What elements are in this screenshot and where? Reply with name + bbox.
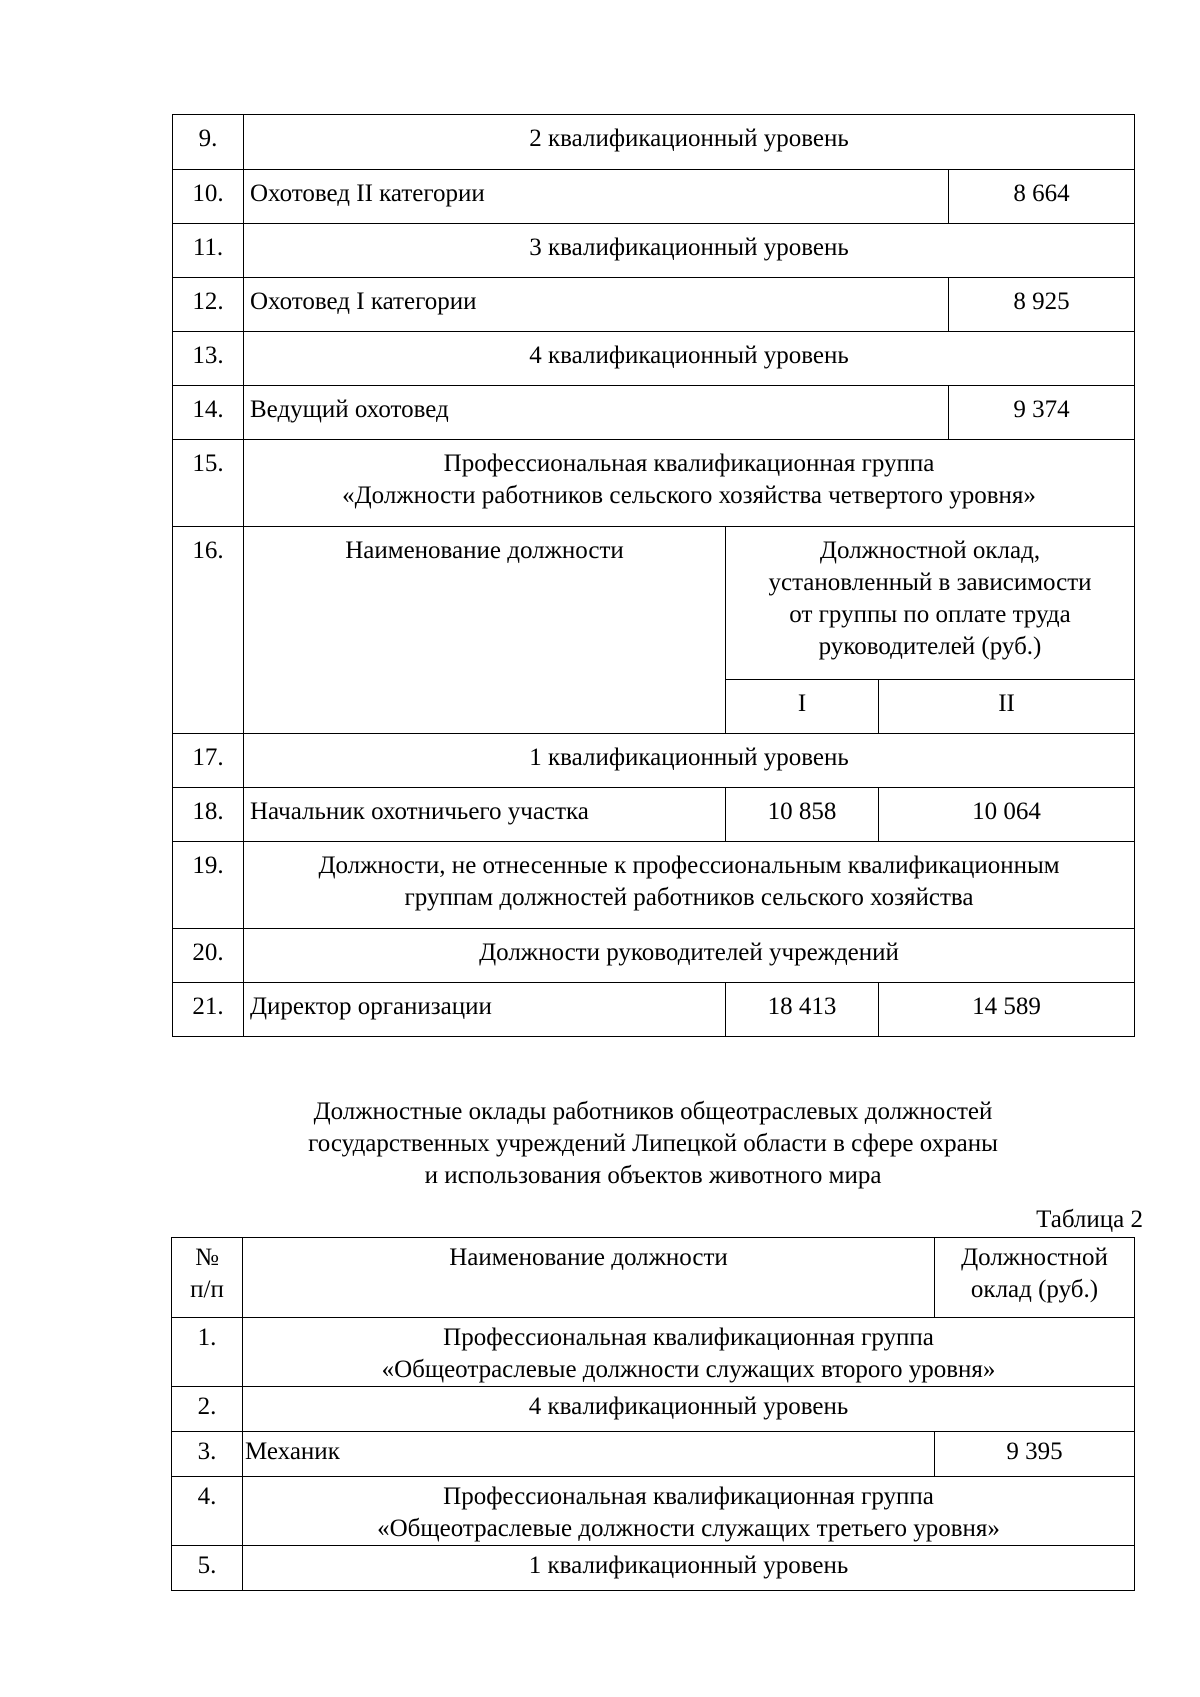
row-number: 19. xyxy=(173,842,244,929)
row-number: 14. xyxy=(173,386,244,440)
header-line: п/п xyxy=(190,1276,224,1303)
table-row xyxy=(172,1546,1135,1591)
group-title: Профессиональная квалификационная группа xyxy=(443,1324,934,1351)
row-number: 16. xyxy=(173,527,244,734)
header-line: Должностной xyxy=(961,1244,1108,1271)
table-row xyxy=(172,1387,1135,1432)
table-row xyxy=(173,734,1135,788)
position-name: Охотовед II категории xyxy=(244,170,949,224)
caption-line: Должностные оклады работников общеотраслевых должностей xyxy=(313,1098,993,1125)
table-row xyxy=(173,788,1135,842)
salary-table-1 xyxy=(172,114,1135,1037)
header-line: руководителей (руб.) xyxy=(818,633,1042,660)
column-header-position: Наименование должности xyxy=(244,527,726,734)
row-number: 12. xyxy=(173,278,244,332)
group-title: Должности, не отнесенные к профессиональным квалификационным xyxy=(318,852,1060,879)
row-number: 18. xyxy=(173,788,244,842)
header-line: оклад (руб.) xyxy=(970,1276,1099,1303)
column-header-salary xyxy=(726,527,1135,680)
header-line: Должностной оклад, xyxy=(819,537,1041,564)
row-number: 2. xyxy=(172,1387,243,1432)
salary-value: 9 395 xyxy=(935,1432,1135,1477)
row-number: 17. xyxy=(173,734,244,788)
salary-group-1: 18 413 xyxy=(726,983,879,1037)
table-row xyxy=(173,440,1135,527)
qualification-level: 3 квалификационный уровень xyxy=(244,224,1135,278)
qualification-group xyxy=(244,440,1135,527)
header-line: от группы по оплате труда xyxy=(789,601,1071,628)
salary-value: 9 374 xyxy=(949,386,1135,440)
caption-line: и использования объектов животного мира xyxy=(424,1162,882,1189)
table-row xyxy=(173,386,1135,440)
group-title: Профессиональная квалификационная группа xyxy=(443,1483,934,1510)
salary-value: 8 664 xyxy=(949,170,1135,224)
group-name: группам должностей работников сельского хозяйства xyxy=(404,884,974,911)
qualification-group xyxy=(243,1318,1135,1387)
position-name: Ведущий охотовед xyxy=(244,386,949,440)
table-row xyxy=(172,1477,1135,1546)
table-row xyxy=(173,983,1135,1037)
table-2-caption xyxy=(172,1096,1134,1192)
group-name: «Общеотраслевые должности служащих второго уровня» xyxy=(381,1356,996,1383)
row-number: 21. xyxy=(173,983,244,1037)
row-number: 11. xyxy=(173,224,244,278)
table-row xyxy=(172,1318,1135,1387)
qualification-level: Должности руководителей учреждений xyxy=(244,929,1135,983)
row-number: 13. xyxy=(173,332,244,386)
table-row xyxy=(173,224,1135,278)
salary-group-2: 10 064 xyxy=(879,788,1135,842)
qualification-level: 2 квалификационный уровень xyxy=(244,115,1135,170)
position-name: Директор организации xyxy=(244,983,726,1037)
position-name: Начальник охотничьего участка xyxy=(244,788,726,842)
row-number: 10. xyxy=(173,170,244,224)
row-number: 20. xyxy=(173,929,244,983)
salary-group-1: 10 858 xyxy=(726,788,879,842)
column-header-group-2: II xyxy=(879,680,1135,734)
table-row xyxy=(173,332,1135,386)
qualification-group xyxy=(243,1477,1135,1546)
qualification-level: 4 квалификационный уровень xyxy=(243,1387,1135,1432)
header-line: установленный в зависимости xyxy=(768,569,1092,596)
header-line: № xyxy=(195,1244,219,1271)
table-row xyxy=(173,842,1135,929)
row-number: 3. xyxy=(172,1432,243,1477)
position-name: Механик xyxy=(243,1432,935,1477)
table-row xyxy=(173,278,1135,332)
group-name: «Должности работников сельского хозяйства четвертого уровня» xyxy=(342,482,1036,509)
row-number: 15. xyxy=(173,440,244,527)
row-number: 1. xyxy=(172,1318,243,1387)
column-header-salary xyxy=(935,1238,1135,1318)
position-name: Охотовед I категории xyxy=(244,278,949,332)
row-number: 5. xyxy=(172,1546,243,1591)
table-row xyxy=(173,170,1135,224)
table-2-label: Таблица 2 xyxy=(1036,1206,1143,1233)
group-title: Профессиональная квалификационная группа xyxy=(443,450,935,477)
salary-table-2 xyxy=(171,1237,1135,1591)
salary-group-2: 14 589 xyxy=(879,983,1135,1037)
row-number: 4. xyxy=(172,1477,243,1546)
table-row xyxy=(173,929,1135,983)
column-header-position: Наименование должности xyxy=(243,1238,935,1318)
row-number: 9. xyxy=(173,115,244,170)
salary-value: 8 925 xyxy=(949,278,1135,332)
table-header-row xyxy=(173,527,1135,680)
qualification-level: 1 квалификационный уровень xyxy=(243,1546,1135,1591)
table-row xyxy=(172,1432,1135,1477)
qualification-group xyxy=(244,842,1135,929)
table-header-row xyxy=(172,1238,1135,1318)
column-header-group-1: I xyxy=(726,680,879,734)
qualification-level: 1 квалификационный уровень xyxy=(244,734,1135,788)
table-row xyxy=(173,115,1135,170)
group-name: «Общеотраслевые должности служащих третьего уровня» xyxy=(377,1515,1000,1542)
column-header-number xyxy=(172,1238,243,1318)
qualification-level: 4 квалификационный уровень xyxy=(244,332,1135,386)
caption-line: государственных учреждений Липецкой области в сфере охраны xyxy=(308,1130,998,1157)
